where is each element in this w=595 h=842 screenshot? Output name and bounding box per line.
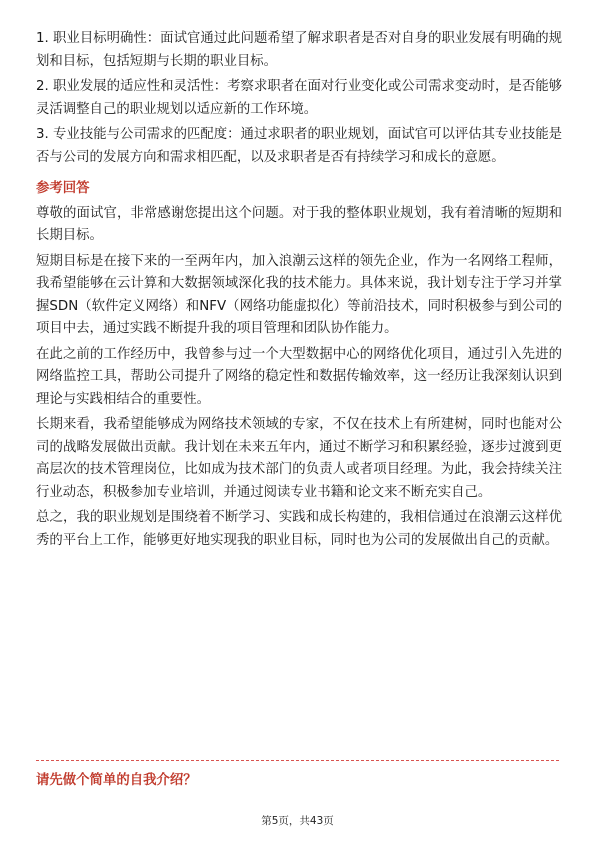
- answer-paragraph-4: 长期来看，我希望能够成为网络技术领域的专家，不仅在技术上有所建树，同时也能对公司的战略发展做出贡献。我计划在未来五年内，通过不断学习和积累经验，逐步过渡到更高层次的技术管理岗位，比如成为技术部门的负责人或者项目经理。为此，我会持续关注行业动态，积极参加专业培训，并通过阅读专业书籍和论文来不断充实自己。: [36, 417, 562, 500]
- page-footer: 第5页，共43页: [261, 815, 334, 827]
- answer-paragraph-3: 在此之前的工作经历中，我曾参与过一个大型数据中心的网络优化项目，通过引入先进的网络监控工具，帮助公司提升了网络的稳定性和数据传输效率，这一经历让我深刻认识到理论与实践相结合的重要性。: [36, 346, 562, 407]
- document-body: [36, 28, 562, 555]
- evaluation-point-3: 3. 专业技能与公司需求的匹配度：通过求职者的职业规划，面试官可以评估其专业技能是否与公司的发展方向和需求相匹配，以及求职者是否有持续学习和成长的意愿。: [36, 127, 562, 165]
- answer-heading: 参考回答: [36, 181, 90, 196]
- section-divider: [36, 760, 559, 761]
- evaluation-point-2: 2. 职业发展的适应性和灵活性：考察求职者在面对行业变化或公司需求变动时，是否能够灵活调整自己的职业规划以适应新的工作环境。: [36, 79, 562, 117]
- answer-paragraph-2: 短期目标是在接下来的一至两年内，加入浪潮云这样的领先企业，作为一名网络工程师，我希望能够在云计算和大数据领域深化我的技术能力。具体来说，我计划专注于学习并掌握SDN（软件定义网络）和NFV（网络功能虚拟化）等前沿技术，同时积极参与到公司的项目中去，通过实践不断提升我的项目管理和团队协作能力。: [36, 253, 562, 336]
- evaluation-point-1: 1. 职业目标明确性：面试官通过此问题希望了解求职者是否对自身的职业发展有明确的规划和目标，包括短期与长期的职业目标。: [36, 31, 562, 69]
- next-question-heading: 请先做个简单的自我介绍？: [36, 773, 197, 788]
- answer-paragraph-1: 尊敬的面试官，非常感谢您提出这个问题。对于我的整体职业规划，我有着清晰的短期和长期目标。: [36, 205, 562, 243]
- answer-paragraph-5: 总之，我的职业规划是围绕着不断学习、实践和成长构建的，我相信通过在浪潮云这样优秀的平台上工作，能够更好地实现我的职业目标，同时也为公司的发展做出自己的贡献。: [36, 510, 562, 548]
